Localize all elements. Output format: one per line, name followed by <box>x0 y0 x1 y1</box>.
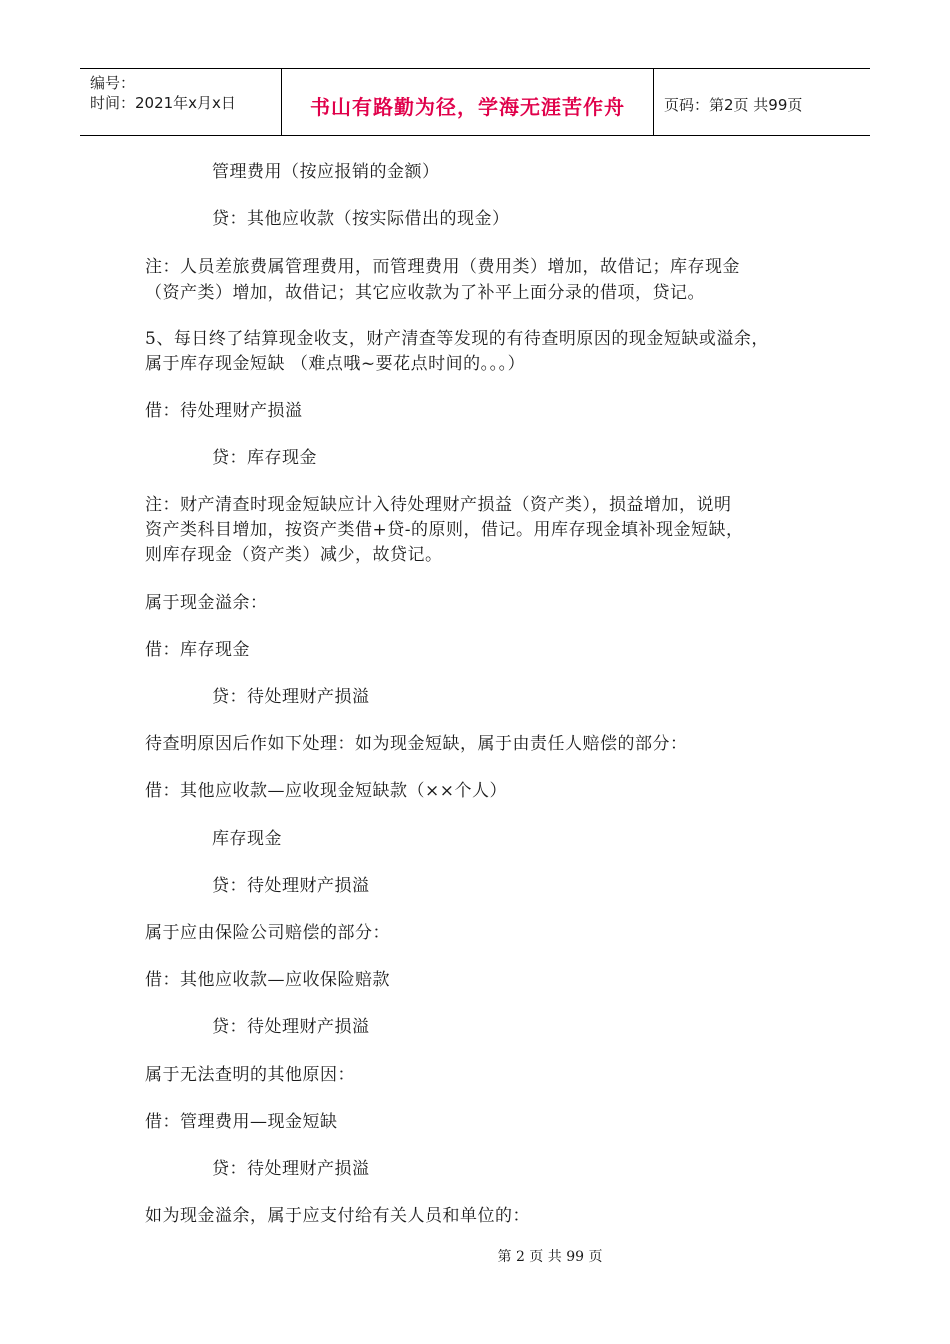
body-line: 借：其他应收款—应收保险赔款 <box>145 970 390 990</box>
body-line: 管理费用（按应报销的金额） <box>212 162 440 182</box>
body-line: 借：待处理财产损溢 <box>145 401 303 421</box>
body-line: 借：其他应收款—应收现金短缺款（××个人） <box>145 781 507 801</box>
body-line: 库存现金 <box>212 829 282 849</box>
header-time-label: 时间：2021年x月x日 <box>90 94 236 112</box>
header-motto-cell <box>282 69 654 135</box>
body-line: 注：人员差旅费属管理费用，而管理费用（费用类）增加，故借记；库存现金 <box>145 257 740 277</box>
body-line: （资产类）增加，故借记；其它应收款为了补平上面分录的借项，贷记。 <box>145 283 705 303</box>
body-line: 贷：库存现金 <box>212 448 317 468</box>
header-meta <box>80 69 282 135</box>
body-line: 资产类科目增加，按资产类借+贷-的原则，借记。用库存现金填补现金短缺， <box>145 520 744 540</box>
body-line: 则库存现金（资产类）减少，故贷记。 <box>145 545 443 565</box>
body-line: 注：财产清查时现金短缺应计入待处理财产损益（资产类），损益增加，说明 <box>145 495 732 515</box>
body-line: 贷：待处理财产损溢 <box>212 1017 370 1037</box>
body-line: 属于应由保险公司赔偿的部分： <box>145 923 390 943</box>
page-footer <box>0 1246 950 1266</box>
header-motto: 书山有路勤为径，学海无涯苦作舟 <box>310 94 625 119</box>
body-line: 借：库存现金 <box>145 640 250 660</box>
body-line: 贷：其他应收款（按实际借出的现金） <box>212 209 510 229</box>
body-line: 如为现金溢余，属于应支付给有关人员和单位的： <box>145 1206 530 1226</box>
body-line: 贷：待处理财产损溢 <box>212 876 370 896</box>
body-line: 借：管理费用—现金短缺 <box>145 1112 338 1132</box>
header-number-label: 编号： <box>90 74 136 92</box>
body-line: 待查明原因后作如下处理：如为现金短缺，属于由责任人赔偿的部分： <box>145 734 688 754</box>
body-line: 属于库存现金短缺 （难点哦~要花点时间的。。。） <box>145 354 526 374</box>
body-line: 贷：待处理财产损溢 <box>212 1159 370 1179</box>
footer-page-number: 第 2 页 共 99 页 <box>497 1249 603 1265</box>
header-page-info: 页码：第2页 共99页 <box>664 95 803 114</box>
body-line: 5、每日终了结算现金收支，财产清查等发现的有待查明原因的现金短缺或溢余， <box>145 329 769 349</box>
body-line: 属于无法查明的其他原因： <box>145 1065 355 1085</box>
body-line: 贷：待处理财产损溢 <box>212 687 370 707</box>
body-line: 属于现金溢余： <box>145 593 268 613</box>
page-header <box>80 68 870 136</box>
